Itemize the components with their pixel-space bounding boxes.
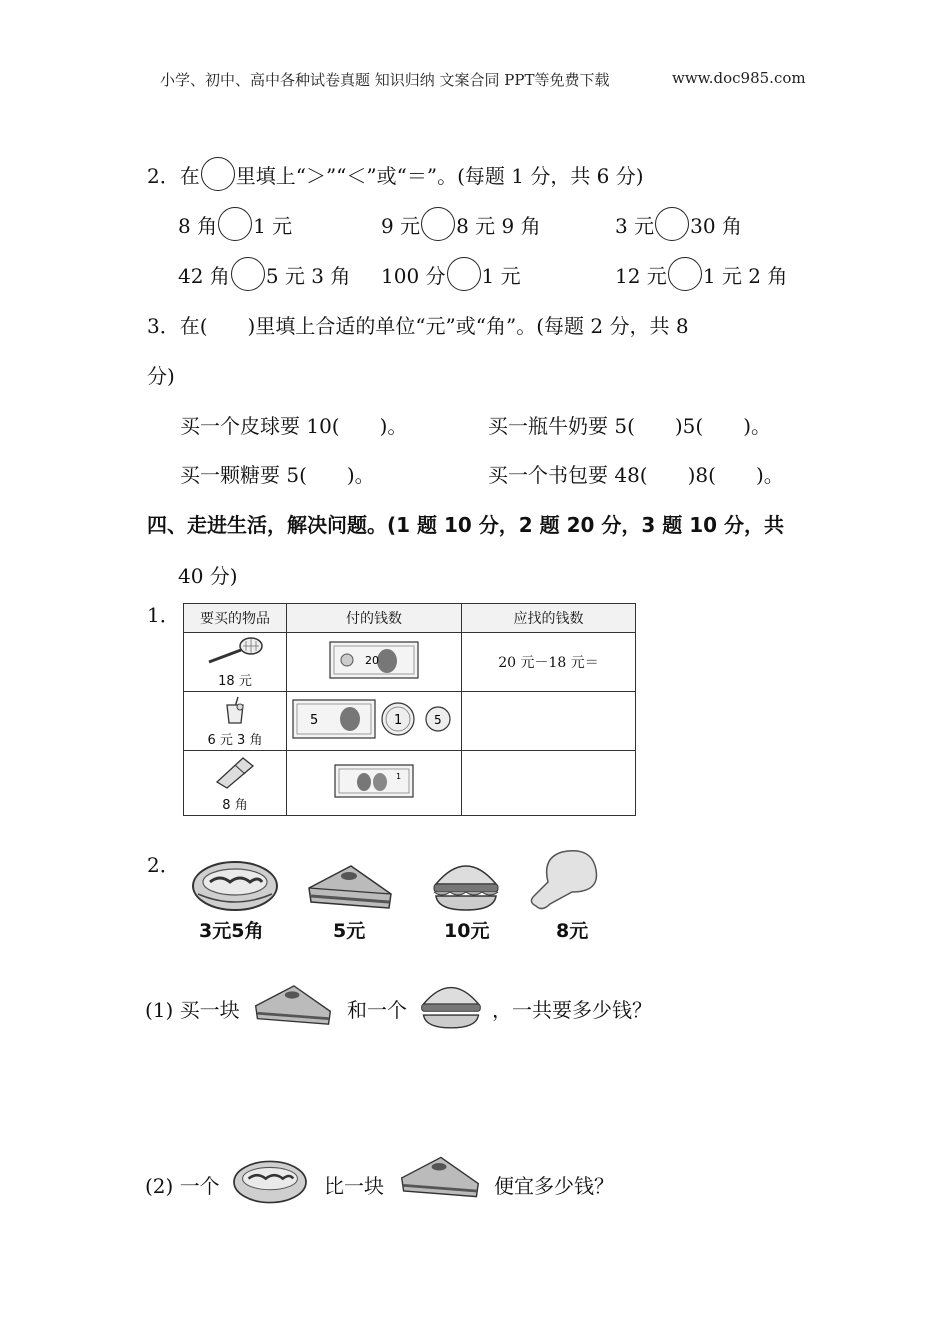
cake-icon bbox=[398, 1152, 482, 1202]
item-cell bbox=[184, 751, 287, 816]
change-cell[interactable] bbox=[462, 692, 636, 751]
item-price: 6 元 3 角 bbox=[207, 732, 263, 748]
eraser-icon bbox=[211, 754, 259, 790]
header-right: www.doc985.com bbox=[672, 69, 806, 87]
cake-icon bbox=[305, 862, 395, 912]
food-price: 3元5角 bbox=[199, 920, 264, 942]
q3-item: 买一个皮球要 10( )。 bbox=[180, 414, 408, 438]
sub-question-2-c: 便宜多少钱？ bbox=[494, 1174, 614, 1198]
answer-circle[interactable] bbox=[201, 157, 235, 191]
banknote-icon bbox=[334, 763, 414, 799]
problem-1-number: 1． bbox=[147, 603, 180, 627]
sub-question-2-b: 比一块 bbox=[324, 1174, 384, 1198]
q2-item: 8 角 1 元 bbox=[178, 214, 292, 241]
answer-circle[interactable] bbox=[218, 207, 252, 241]
banknote-icon bbox=[329, 640, 419, 680]
answer-circle[interactable] bbox=[668, 257, 702, 291]
change-cell[interactable]: 20 元－18 元＝ bbox=[462, 633, 636, 692]
burger-icon bbox=[430, 854, 502, 914]
shopping-table bbox=[183, 603, 636, 816]
payment-cell bbox=[287, 692, 462, 751]
drumstick-icon bbox=[522, 846, 602, 914]
payment-cell bbox=[287, 633, 462, 692]
change-cell[interactable] bbox=[462, 751, 636, 816]
food-price: 5元 bbox=[333, 920, 366, 942]
q2-item: 12 元 1 元 2 角 bbox=[615, 264, 787, 291]
note-value: 5 bbox=[310, 713, 319, 728]
col-header: 付的钱数 bbox=[287, 604, 462, 633]
q3-item: 买一瓶牛奶要 5( )5( )。 bbox=[488, 414, 772, 438]
q2-title: 2．在 里填上“＞”“＜”或“＝”。(每题 1 分，共 6 分) bbox=[147, 164, 644, 191]
col-header: 要买的物品 bbox=[184, 604, 287, 633]
q3-item: 买一个书包要 48( )8( )。 bbox=[488, 463, 784, 487]
item-price: 8 角 bbox=[222, 797, 248, 813]
q3-item: 买一颗糖要 5( )。 bbox=[180, 463, 375, 487]
answer-circle[interactable] bbox=[231, 257, 265, 291]
item-cell bbox=[184, 633, 287, 692]
racket-icon bbox=[205, 636, 265, 666]
sub-question-1-b: 和一个 bbox=[347, 998, 407, 1022]
bread-icon bbox=[228, 1158, 312, 1206]
food-price: 10元 bbox=[444, 920, 490, 942]
coin-value: 1 bbox=[394, 713, 403, 728]
burger-icon bbox=[418, 976, 484, 1032]
coin-value: 5 bbox=[434, 713, 442, 727]
sub-question-2-a: (2) 一个 bbox=[145, 1174, 220, 1198]
q2-item: 42 角 5 元 3 角 bbox=[178, 264, 350, 291]
section-4-title: 四、走进生活，解决问题。(1 题 10 分，2 题 20 分，3 题 10 分，共 bbox=[147, 513, 785, 537]
answer-circle[interactable] bbox=[655, 207, 689, 241]
table-row bbox=[184, 633, 636, 692]
note-value: 20 bbox=[365, 654, 379, 667]
q3-title: 3．在( )里填上合适的单位“元”或“角”。(每题 2 分，共 8 bbox=[147, 314, 689, 338]
answer-circle[interactable] bbox=[421, 207, 455, 241]
sub-question-1-a: (1) 买一块 bbox=[145, 998, 240, 1022]
q2-item: 9 元 8 元 9 角 bbox=[381, 214, 541, 241]
money-group-icon bbox=[292, 697, 456, 741]
sub-question-1-c: ，一共要多少钱？ bbox=[492, 998, 652, 1022]
item-price: 18 元 bbox=[218, 673, 252, 689]
answer-circle[interactable] bbox=[447, 257, 481, 291]
item-cell bbox=[184, 692, 287, 751]
table-row bbox=[184, 692, 636, 751]
section-4-title-cont: 40 分) bbox=[178, 564, 238, 588]
q2-item: 3 元 30 角 bbox=[615, 214, 742, 241]
food-price: 8元 bbox=[556, 920, 589, 942]
header-left: 小学、初中、高中各种试卷真题 知识归纳 文案合同 PPT等免费下载 bbox=[160, 71, 610, 89]
note-value: 1 bbox=[396, 772, 402, 781]
q3-title-cont: 分) bbox=[147, 364, 175, 388]
col-header: 应找的钱数 bbox=[462, 604, 636, 633]
bread-icon bbox=[190, 858, 280, 914]
drink-cup-icon bbox=[220, 695, 250, 725]
problem-2-number: 2． bbox=[147, 853, 180, 877]
payment-cell bbox=[287, 751, 462, 816]
cake-icon bbox=[252, 980, 334, 1030]
table-row bbox=[184, 751, 636, 816]
q2-item: 100 分 1 元 bbox=[381, 264, 521, 291]
